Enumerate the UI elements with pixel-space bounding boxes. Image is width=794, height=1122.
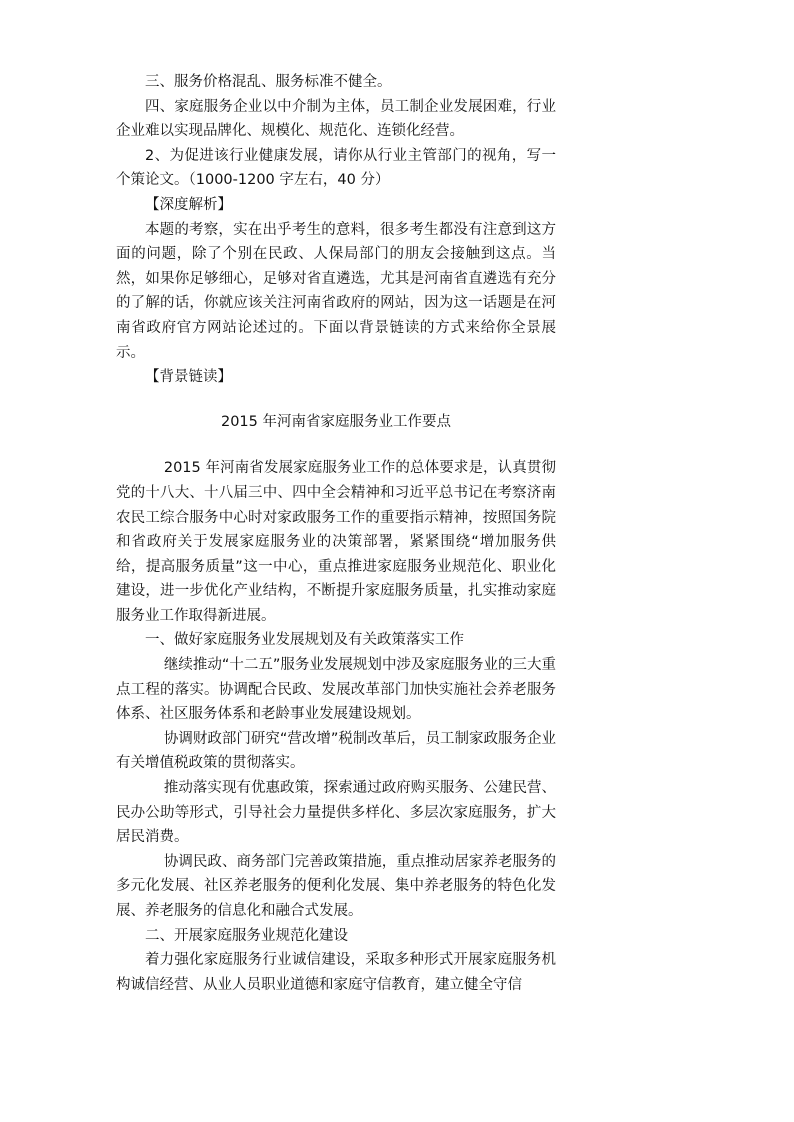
article-section-heading-1: 一、做好家庭服务业发展规划及有关政策落实工作 [145,632,464,649]
article-paragraph: 协调财政部门研究“营改增”税制改革后，员工制家政服务企业有关增值税政策的贯彻落实。 [116,730,556,772]
section-heading-background: 【背景链读】 [145,369,232,386]
article-paragraph: 推动落实现有优惠政策，探索通过政府购买服务、公建民营、民办公助等形式，引导社会力量提供多样化、多层次家庭服务，扩大居民消费。 [116,780,556,846]
article-paragraph: 继续推动“十二五”服务业发展规划中涉及家庭服务业的三大重点工程的落实。协调配合民政、发展改革部门加快实施社会养老服务体系、社区服务体系和老龄事业发展建设规划。 [116,657,556,723]
paragraph-item-3: 三、服务价格混乱、服务标准不健全。 [145,74,392,90]
section-heading-analysis: 【深度解析】 [145,196,232,213]
article-intro: 2015 年河南省发展家庭服务业工作的总体要求是，认真贯彻党的十八大、十八届三中、四中全会精神和习近平总书记在考察济南农民工综合服务中心时对家政服务工作的重要指示精神，按照国务院和省政府关于发展家庭服务业的决策部署，紧紧围绕“增加服务供给，提高服务质量”这一中心，重点推进家庭服务业规范化、职业化建设，进一步优化产业结构，不断提升家庭服务质量，扎实推动家庭服务业工作取得新进展。 [116,460,556,624]
paragraph-item-4: 四、家庭服务企业以中介制为主体，员工制企业发展困难，行业企业难以实现品牌化、规模化、规范化、连锁化经营。 [116,98,556,140]
analysis-paragraph: 本题的考察，实在出乎考生的意料，很多考生都没有注意到这方面的问题，除了个别在民政、人保局部门的朋友会接触到这点。当然，如果你足够细心，足够对省直遴选，尤其是河南省直遴选有充分的了解的话，你就应该关注河南省政府的网站，因为这一话题是在河南省政府官方网站论述过的。下面以背景链读的方式来给你全景展示。 [116,221,556,361]
article-paragraph: 着力强化家庭服务行业诚信建设，采取多种形式开展家庭服务机构诚信经营、从业人员职业道德和家庭守信教育，建立健全守信 [116,952,556,993]
article-section-heading-2: 二、开展家庭服务业规范化建设 [145,927,348,944]
article-paragraph: 协调民政、商务部门完善政策措施，重点推动居家养老服务的多元化发展、社区养老服务的便利化发展、集中养老服务的特色化发展、养老服务的信息化和融合式发展。 [116,853,556,919]
question-2: 2、为促进该行业健康发展，请你从行业主管部门的视角，写一个策论文。（1000-1200 字左右，40 分） [116,147,556,189]
article-title: 2015 年河南省家庭服务业工作要点 [220,413,451,430]
document-page [116,70,556,997]
